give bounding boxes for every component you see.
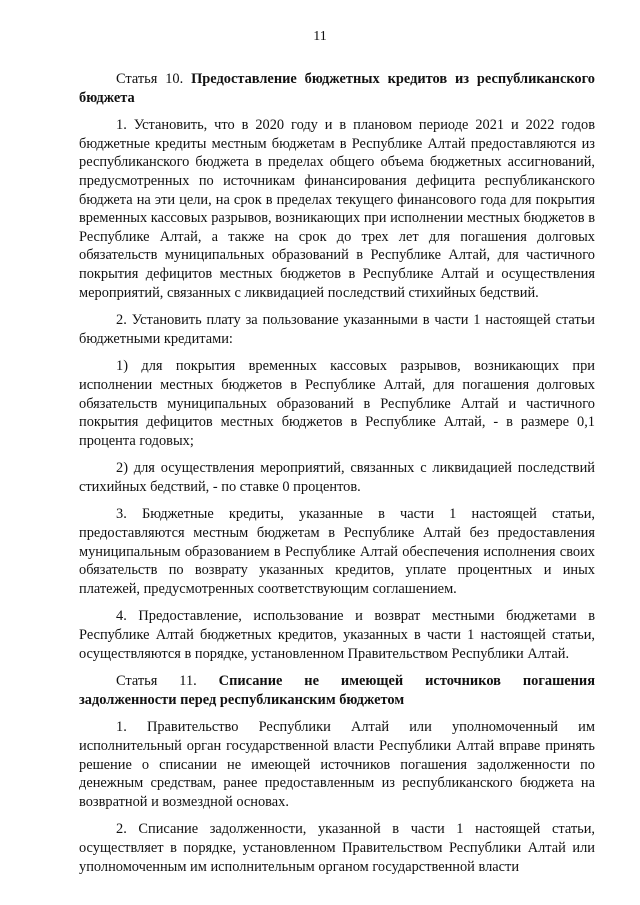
article-11-heading [79,672,595,709]
article-10-subitem-2: 2) для осуществления мероприятий, связанных с ликвидацией последствий стихийных бедствий, - по ставке 0 процентов. [79,460,595,495]
page-number: 11 [313,29,327,44]
article-11-title-part-2: задолженности перед республиканским бюджетом [79,691,405,708]
article-10-paragraph-4: 4. Предоставление, использование и возврат местными бюджетами в Республике Алтай бюджетных кредитов, указанных в части 1 настоящей статьи, осуществляются в порядке, установленном Правительством Республики Алтай. [79,608,595,662]
article-11-title-part-1: Списание не имеющей источников погашения [218,673,595,690]
article-10-subitem-1: 1) для покрытия временных кассовых разрывов, возникающих при исполнении местных бюджетов в Республике Алтай, для погашения долговых обязательств муниципальных образований в Республике Алтай и частичного покрытия дефицитов местных бюджетов в Республике Алтай, - в размере 0,1 процента годовых; [79,358,595,449]
article-10-title: Предоставление бюджетных кредитов из республиканского бюджета [79,71,595,106]
article-11-paragraph-2: 2. Списание задолженности, указанной в части 1 настоящей статьи, осуществляет в порядке, установленном Правительством Республики Алтай или уполномоченным им исполнительным органом государственной власти [79,821,595,875]
article-10-paragraph-3: 3. Бюджетные кредиты, указанные в части 1 настоящей статьи, предоставляются местным бюджетам в Республике Алтай без предоставления муниципальным образованием в Республике Алтай обеспечения исполнения своих обязательств по возврату указанных кредитов, уплате процентных и иных платежей, предусмотренных соответствующим соглашением. [79,506,595,597]
article-11-heading-line-1 [79,672,595,691]
article-10-prefix: Статья 10. [116,71,192,87]
article-11-prefix: Статья 11. [116,673,219,690]
article-11-paragraph-1: 1. Правительство Республики Алтай или уполномоченный им исполнительный орган государственной власти Республики Алтай вправе принять решение о списании не имеющей источников погашения задолженности по денежным средствам, ранее предоставленным из республиканского бюджета на возвратной и возмездной основах. [79,719,595,810]
document-body [79,70,595,876]
article-10-heading [79,70,595,107]
article-10-paragraph-1: 1. Установить, что в 2020 году и в плановом периоде 2021 и 2022 годов бюджетные кредиты местным бюджетам в Республике Алтай предоставляются из республиканского бюджета в пределах общего объема бюджетных ассигнований, предусмотренных по источникам финансирования дефицита республиканского бюджета на эти цели, на срок в пределах текущего финансового года для покрытия временных кассовых разрывов, возникающих при исполнении местных бюджетов в Республике Алтай, а также на срок до трех лет для погашения долговых обязательств муниципальных образований в Республике Алтай, для частичного покрытия дефицитов местных бюджетов в Республике Алтай и осуществления мероприятий, связанных с ликвидацией последствий стихийных бедствий. [79,117,595,301]
article-10-paragraph-2: 2. Установить плату за пользование указанными в части 1 настоящей статьи бюджетными кредитами: [79,312,595,347]
